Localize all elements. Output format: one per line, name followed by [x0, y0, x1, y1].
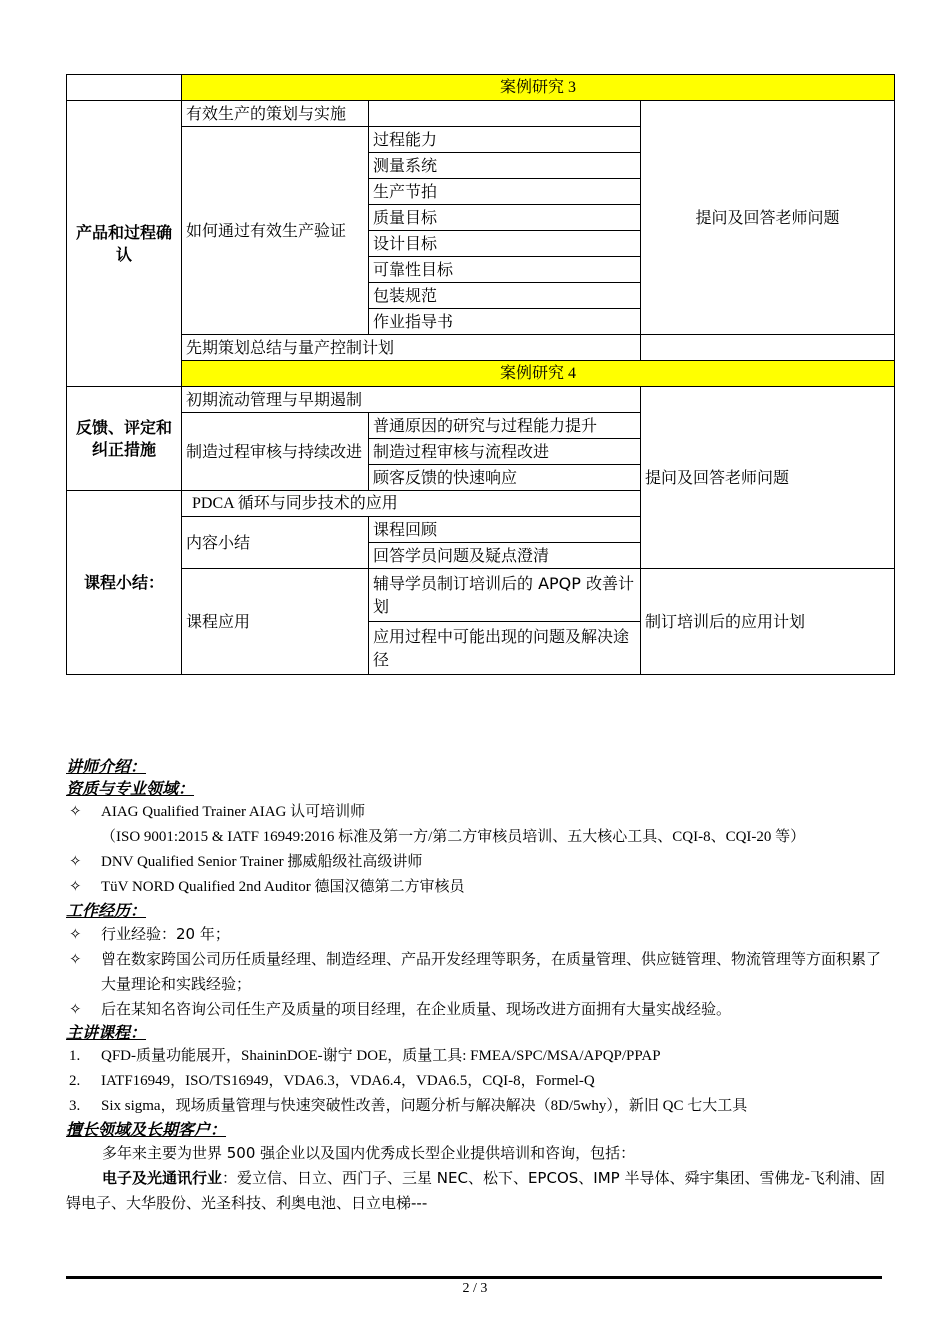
list-item: ✧ TüV NORD Qualified 2nd Auditor 德国汉德第二方审核员 [66, 875, 886, 900]
course-outline-table [66, 74, 895, 675]
bullet-icon: ✧ [69, 950, 82, 968]
section-product-process-validation: 产品和过程确认 [67, 101, 182, 387]
topic-effective-planning: 有效生产的策划与实施 [182, 101, 369, 127]
instructor-intro [66, 756, 886, 1216]
verify-item: 设计目标 [369, 231, 641, 257]
list-item: ✧ 行业经验：20 年； [66, 922, 886, 947]
mfg-item: 顾客反馈的快速响应 [369, 465, 641, 491]
table-row [67, 569, 895, 622]
clients-label: 电子及光通讯行业 [102, 1169, 223, 1187]
app-item: 辅导学员制订培训后的 APQP 改善计划 [369, 569, 641, 622]
mfg-item: 普通原因的研究与过程能力提升 [369, 413, 641, 439]
table-row [67, 75, 895, 101]
footer-divider [66, 1276, 882, 1279]
bullet-icon: ✧ [69, 854, 82, 870]
clients-electronics [66, 1166, 886, 1216]
table-row [67, 361, 895, 387]
list-item: 3. Six sigma，现场质量管理与快速突破性改善，问题分析与解决解决（8D/5why），新旧 QC 七大工具 [66, 1094, 886, 1119]
clients-text: ：爱立信、日立、西门子、三星 NEC、松下、EPCOS、IMP 半导体、舜宇集团、雪佛龙-飞利浦、固锝电子、大华股份、光圣科技、利奥电池、日立电梯--- [66, 1169, 885, 1212]
section-feedback: 反馈、评定和纠正措施 [67, 387, 182, 491]
case-study-3-header: 案例研究 3 [182, 75, 895, 101]
topic-how-verify: 如何通过有效生产验证 [182, 127, 369, 335]
table-cell [641, 335, 895, 361]
verify-item: 可靠性目标 [369, 257, 641, 283]
topic-course-application: 课程应用 [182, 569, 369, 675]
verify-item: 过程能力 [369, 127, 641, 153]
app-plan-cell: 制订培训后的应用计划 [641, 569, 895, 675]
list-number: 3. [69, 1098, 81, 1114]
verify-item: 测量系统 [369, 153, 641, 179]
verify-item: 作业指导书 [369, 309, 641, 335]
clients-intro: 多年来主要为世界 500 强企业以及国内优秀成长型企业提供培训和咨询，包括： [102, 1144, 636, 1162]
heading-work: 工作经历： [66, 901, 147, 920]
list-number: 2. [69, 1073, 81, 1089]
bullet-icon: ✧ [69, 925, 82, 943]
case-study-4-header: 案例研究 4 [182, 361, 895, 387]
qa-cell: 提问及回答老师问题 [641, 101, 895, 335]
topic-content-summary: 内容小结 [182, 517, 369, 569]
list-item: ✧ DNV Qualified Senior Trainer 挪威船级社高级讲师 [66, 850, 886, 875]
mfg-item: 制造过程审核与流程改进 [369, 439, 641, 465]
bullet-icon: ✧ [69, 1000, 82, 1018]
qa-cell: 提问及回答老师问题 [641, 387, 895, 569]
verify-item: 生产节拍 [369, 179, 641, 205]
table-cell [67, 75, 182, 101]
list-item: ✧ 后在某知名咨询公司任生产及质量的项目经理，在企业质量、现场改进方面拥有大量实战经验。 [66, 997, 886, 1022]
heading-qualification: 资质与专业领域： [66, 779, 195, 798]
topic-initial-flow: 初期流动管理与早期遏制 [182, 387, 641, 413]
list-item: ✧ AIAG Qualified Trainer AIAG 认可培训师 （ISO 9001:2015 & IATF 16949:2016 标准及第一方/第二方审核员培训、五大核心工具、CQI-8、CQI-20 等） [66, 800, 886, 850]
list-item: 2. IATF16949，ISO/TS16949，VDA6.3，VDA6.4，VDA6.5，CQI-8，Formel-Q [66, 1069, 886, 1094]
table-row [67, 101, 895, 127]
bullet-icon: ✧ [69, 804, 82, 820]
topic-pdca: PDCA 循环与同步技术的应用 [182, 491, 641, 517]
bullet-icon: ✧ [69, 879, 82, 895]
table-cell [369, 101, 641, 127]
content-item: 回答学员问题及疑点澄清 [369, 543, 641, 569]
page-number: 2 / 3 [462, 1281, 488, 1296]
heading-clients: 擅长领域及长期客户： [66, 1120, 227, 1139]
topic-mfg-audit: 制造过程审核与持续改进 [182, 413, 369, 491]
heading-instructor: 讲师介绍： [66, 757, 147, 776]
table-row [67, 335, 895, 361]
list-item: 1. QFD-质量功能展开，ShaininDOE-谢宁 DOE，质量工具: FMEA/SPC/MSA/APQP/PPAP [66, 1044, 886, 1069]
verify-item: 包装规范 [369, 283, 641, 309]
verify-item: 质量目标 [369, 205, 641, 231]
table-row [67, 387, 895, 413]
topic-pre-planning: 先期策划总结与量产控制计划 [182, 335, 641, 361]
app-item: 应用过程中可能出现的问题及解决途径 [369, 622, 641, 675]
heading-courses: 主讲课程： [66, 1023, 147, 1042]
list-number: 1. [69, 1048, 81, 1064]
section-summary: 课程小结： [67, 491, 182, 675]
list-item: ✧ 曾在数家跨国公司历任质量经理、制造经理、产品开发经理等职务，在质量管理、供应链管理、物流管理等方面积累了大量理论和实践经验； [66, 947, 886, 997]
content-item: 课程回顾 [369, 517, 641, 543]
